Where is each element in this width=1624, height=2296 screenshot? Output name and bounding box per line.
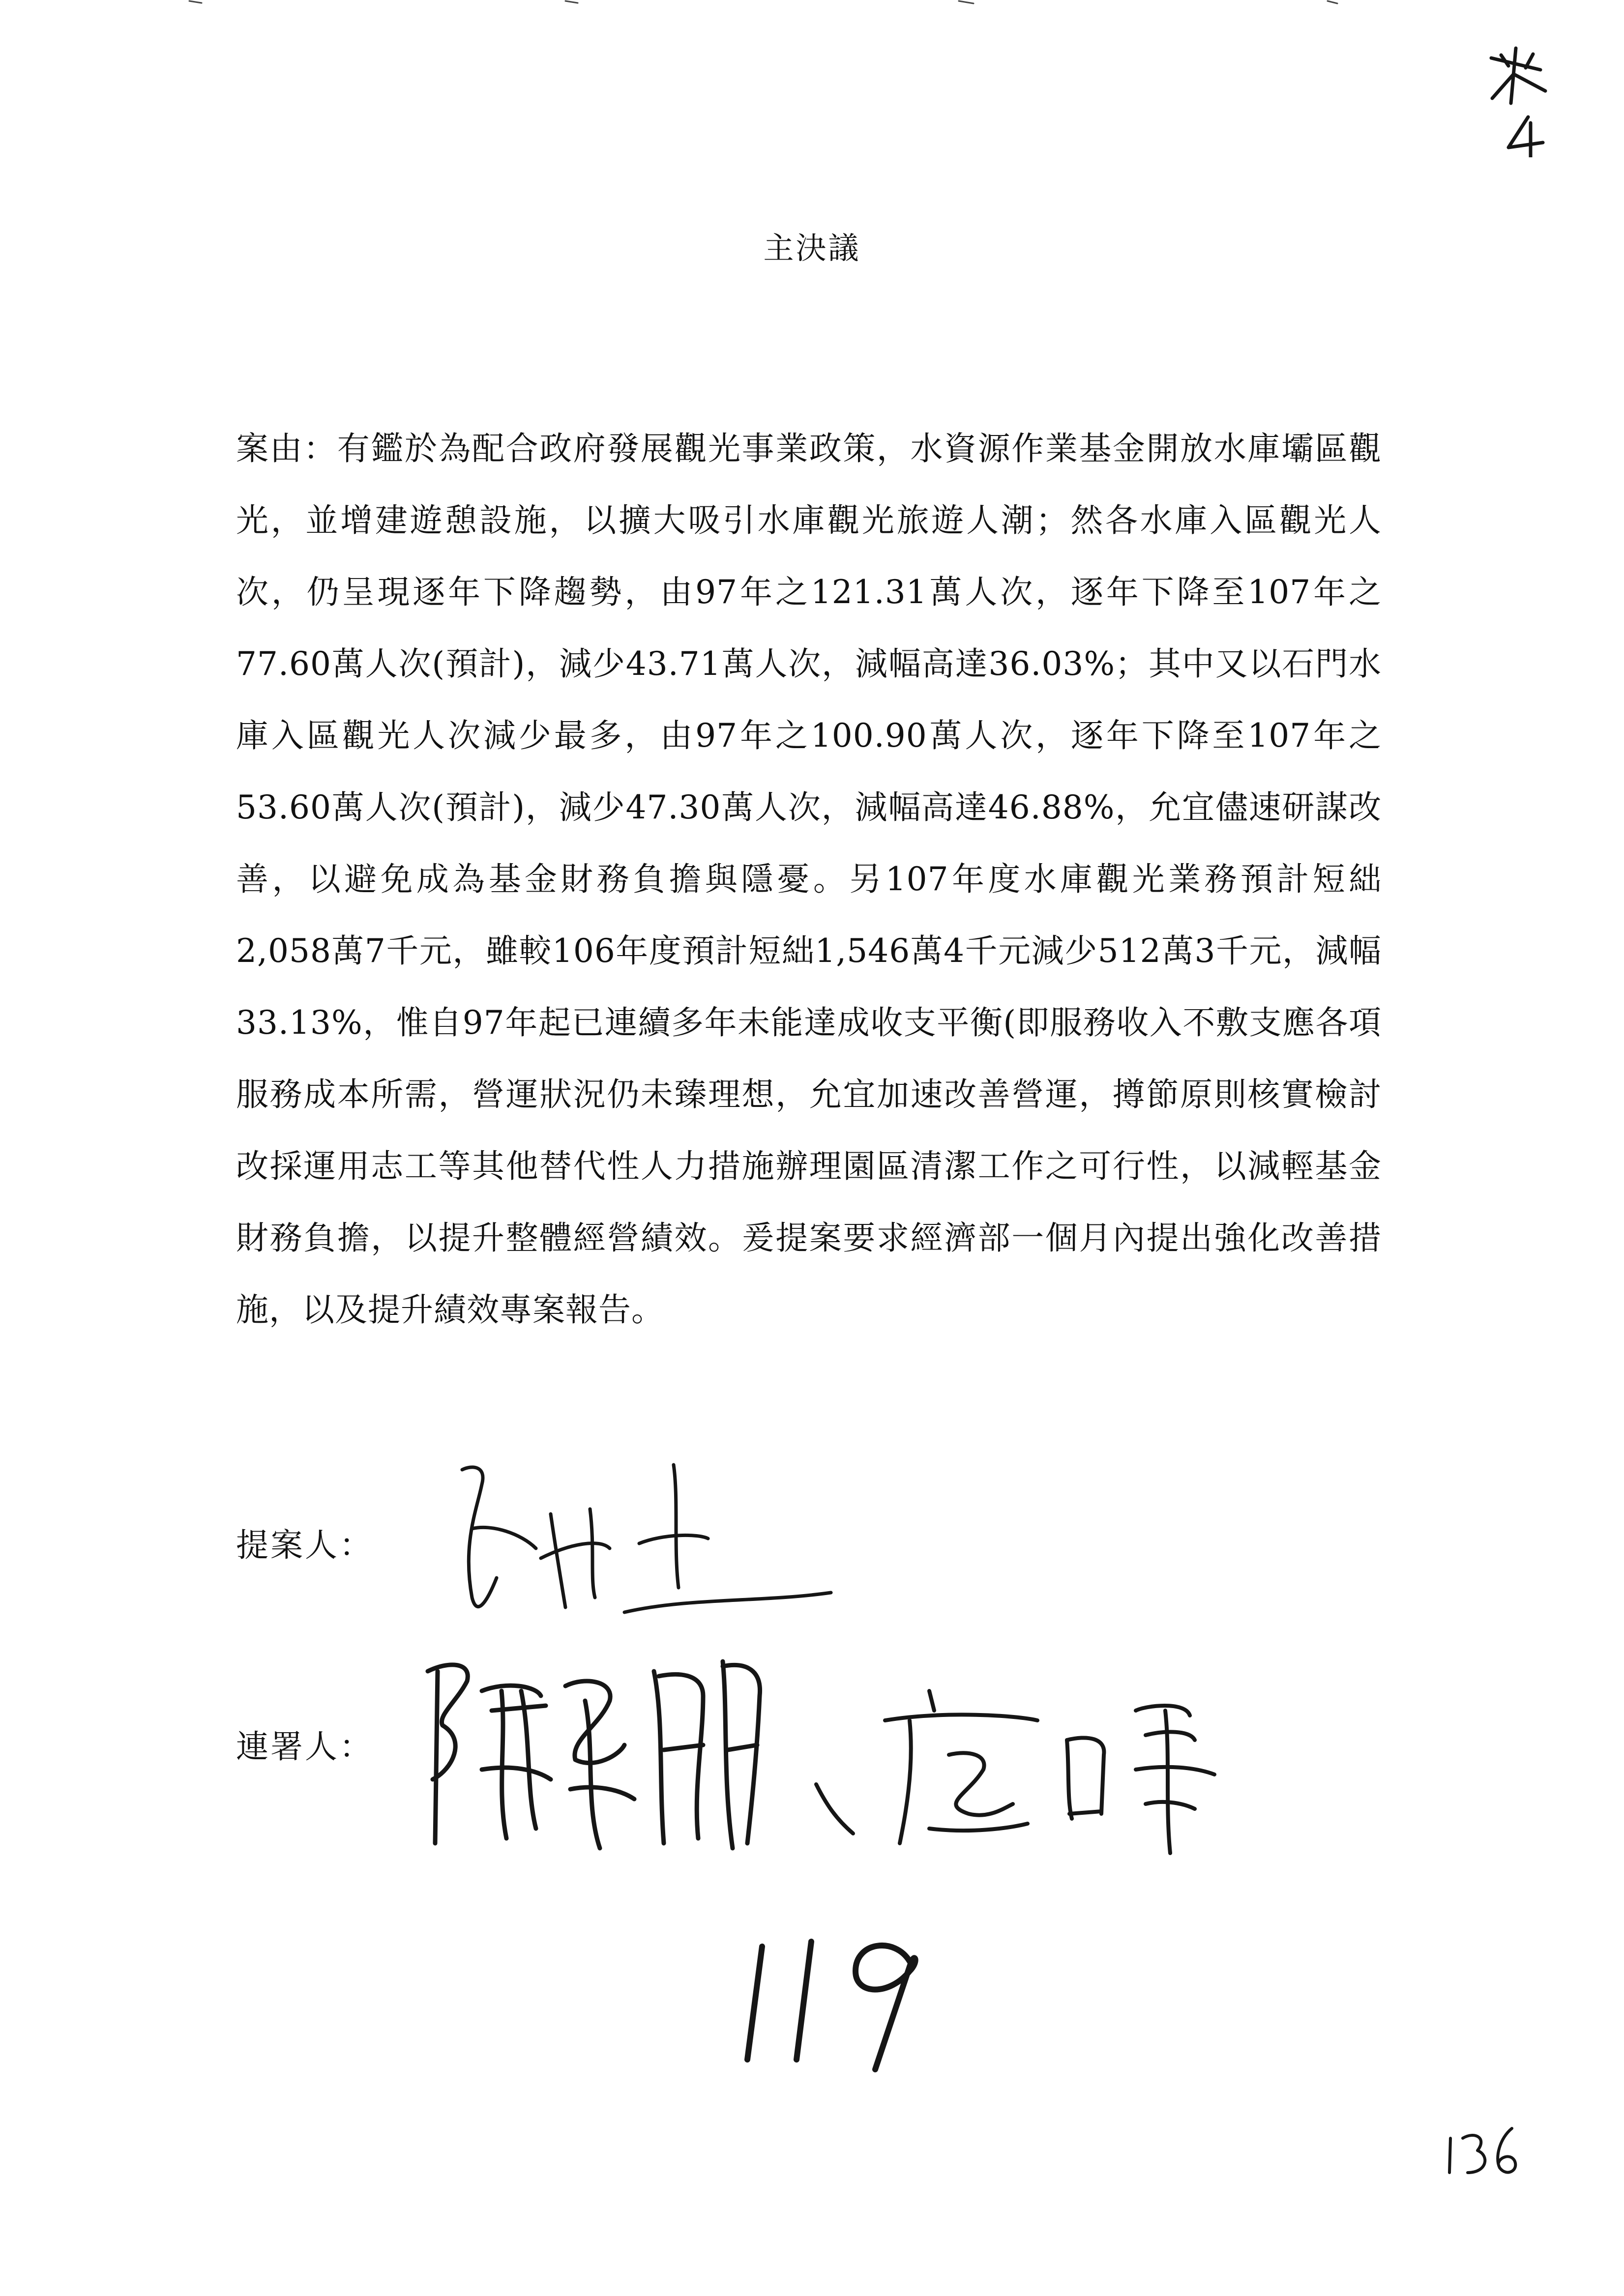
handwritten-page-number [1441,2119,1524,2182]
proposer-signature [443,1450,846,1637]
motion-body-text: 案由：有鑑於為配合政府發展觀光事業政策，水資源作業基金開放水庫壩區觀光，並增建遊憩設施，以擴大吸引水庫觀光旅遊人潮；然各水庫入區觀光人次，仍呈現逐年下降趨勢，由97年之121.31萬人次，逐年下降至107年之77.60萬人次(預計)，減少43.71萬人次，減幅高達36.03%；其中又以石門水庫入區觀光人次減少最多，由97年之100.90萬人次，逐年下降至107年之53.60萬人次(預計)，減少47.30萬人次，減幅高達46.88%，允宜儘速研謀改善，以避免成為基金財務負擔與隱憂。另107年度水庫觀光業務預計短絀2,058萬7千元，雖較106年度預計短絀1,546萬4千元減少512萬3千元，減幅33.13%，惟自97年起已連續多年未能達成收支平衡(即服務收入不敷支應各項服務成本所需，營運狀況仍未臻理想，允宜加速改善營運，撙節原則核實檢討改採運用志工等其他替代性人力措施辦理園區清潔工作之可行性，以減輕基金財務負擔，以提升整體經營績效。爰提案要求經濟部一個月內提出強化改善措施，以及提升績效專案報告。 [236,430,1382,1329]
cosigner-signature-1 [408,1642,777,1853]
corner-handwritten-mark [1481,44,1555,157]
cosigner-signature-2 [870,1681,1224,1858]
scan-edge-marks [0,0,1624,10]
cosigner-label: 連署人： [236,1728,374,1766]
handwritten-number-119 [728,1917,944,2074]
document-title: 主決議 [763,230,861,266]
signature-separator-mark [806,1770,860,1843]
proposer-label: 提案人： [236,1526,374,1564]
